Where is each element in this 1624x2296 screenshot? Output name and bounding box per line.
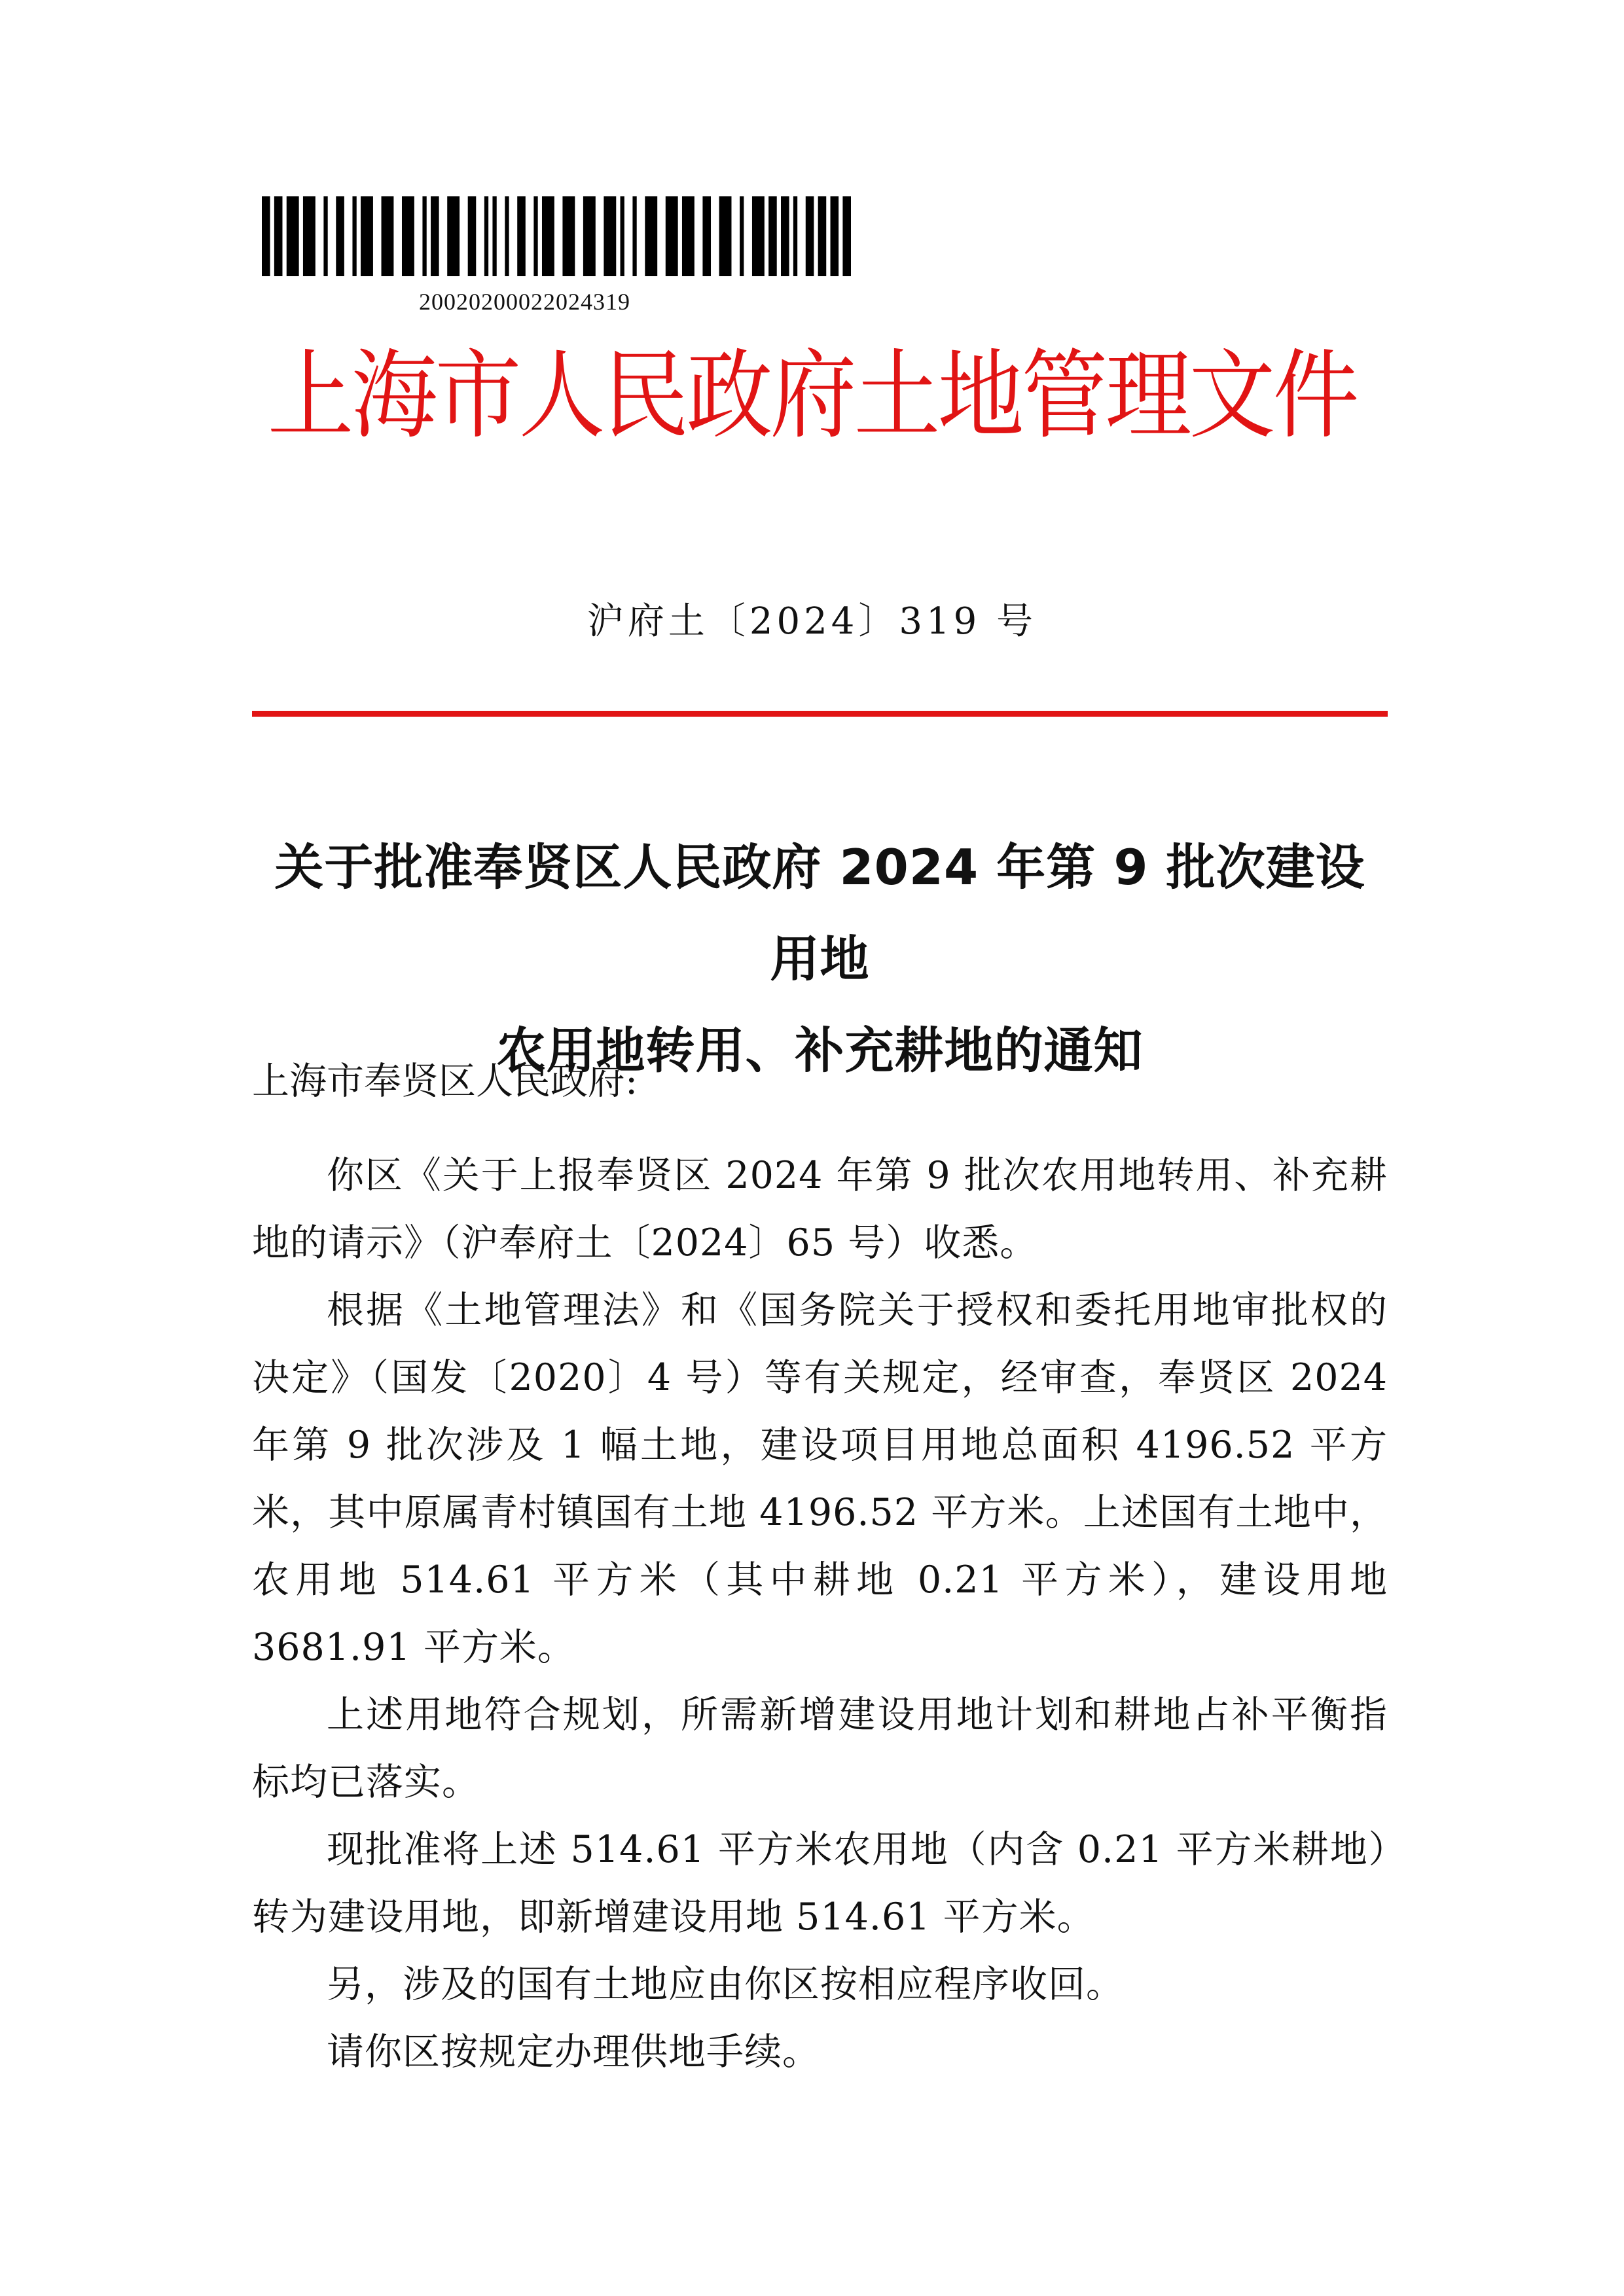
barcode-number: 20020200022024319	[419, 289, 630, 315]
barcode-bar	[752, 196, 765, 276]
barcode-bar	[533, 196, 537, 276]
barcode-bar	[666, 196, 678, 276]
barcode-bar	[702, 196, 711, 276]
notice-title-line-2: 农用地转用、补充耕地的通知	[496, 1022, 1144, 1079]
barcode-bar	[806, 196, 814, 276]
barcode-bar	[583, 196, 596, 276]
red-divider-line	[252, 711, 1388, 717]
barcode-bar	[740, 196, 744, 276]
barcode-bar	[505, 196, 509, 276]
barcode-bar	[842, 196, 851, 276]
barcode-bar	[287, 196, 299, 276]
body-paragraph: 上述用地符合规划，所需新增建设用地计划和耕地占补平衡指标均已落实。	[252, 1693, 1388, 1804]
barcode-bar	[303, 196, 316, 276]
barcode-bar	[468, 196, 477, 276]
barcode-bar	[492, 196, 496, 276]
barcode-bar	[382, 196, 394, 276]
barcode-bar	[781, 196, 789, 276]
body-paragraph: 根据《土地管理法》和《国务院关于授权和委托用地审批权的决定》（国发〔2020〕4 号）等有关规定，经审查，奉贤区 2024 年第 9 批次涉及 1 幅土地，建设项目用地总面积 4196.52 平方米，其中原属青村镇国有土地 4196.52 平方米。上述国有土地中，农用地 514.61 平方米（其中耕地 0.21 平方米），建设用地 3681.91 平方米。	[252, 1289, 1388, 1669]
barcode-bar	[542, 196, 554, 276]
barcode	[262, 196, 851, 276]
barcode-bar	[323, 196, 327, 276]
barcode-bar	[562, 196, 575, 276]
barcode-bar	[517, 196, 526, 276]
barcode-bar	[632, 196, 636, 276]
document-number: 沪府土〔2024〕319 号	[586, 600, 1038, 643]
barcode-bar	[793, 196, 797, 276]
barcode-bar	[768, 196, 777, 276]
barcode-bar	[262, 196, 270, 276]
barcode-bar	[484, 196, 488, 276]
issuing-authority-title: 上海市人民政府土地管理文件	[267, 339, 1357, 453]
notice-body	[252, 1142, 1388, 2086]
barcode-bar	[431, 196, 439, 276]
body-paragraph: 另，涉及的国有土地应由你区按相应程序收回。	[327, 1963, 1124, 2006]
barcode-bar	[818, 196, 827, 276]
barcode-bar	[682, 196, 695, 276]
addressee: 上海市奉贤区人民政府:	[252, 1060, 638, 1103]
barcode-bar	[336, 196, 344, 276]
barcode-bar	[352, 196, 356, 276]
barcode-bar	[447, 196, 460, 276]
barcode-bar	[831, 196, 839, 276]
barcode-bar	[422, 196, 426, 276]
barcode-bar	[621, 196, 624, 276]
body-paragraph: 你区《关于上报奉贤区 2024 年第 9 批次农用地转用、补充耕地的请示》（沪奉府土〔2024〕65 号）收悉。	[252, 1154, 1388, 1265]
barcode-bar	[361, 196, 373, 276]
body-paragraph: 现批准将上述 514.61 平方米农用地（内含 0.21 平方米耕地）转为建设用地，即新增建设用地 514.61 平方米。	[252, 1828, 1388, 1939]
notice-title-line-1: 关于批准奉贤区人民政府 2024 年第 9 批次建设用地	[274, 838, 1365, 988]
barcode-bar	[645, 196, 657, 276]
barcode-bar	[719, 196, 732, 276]
barcode-bar	[604, 196, 616, 276]
body-paragraph: 请你区按规定办理供地手续。	[327, 2030, 820, 2073]
barcode-bar	[274, 196, 283, 276]
barcode-bar	[402, 196, 414, 276]
